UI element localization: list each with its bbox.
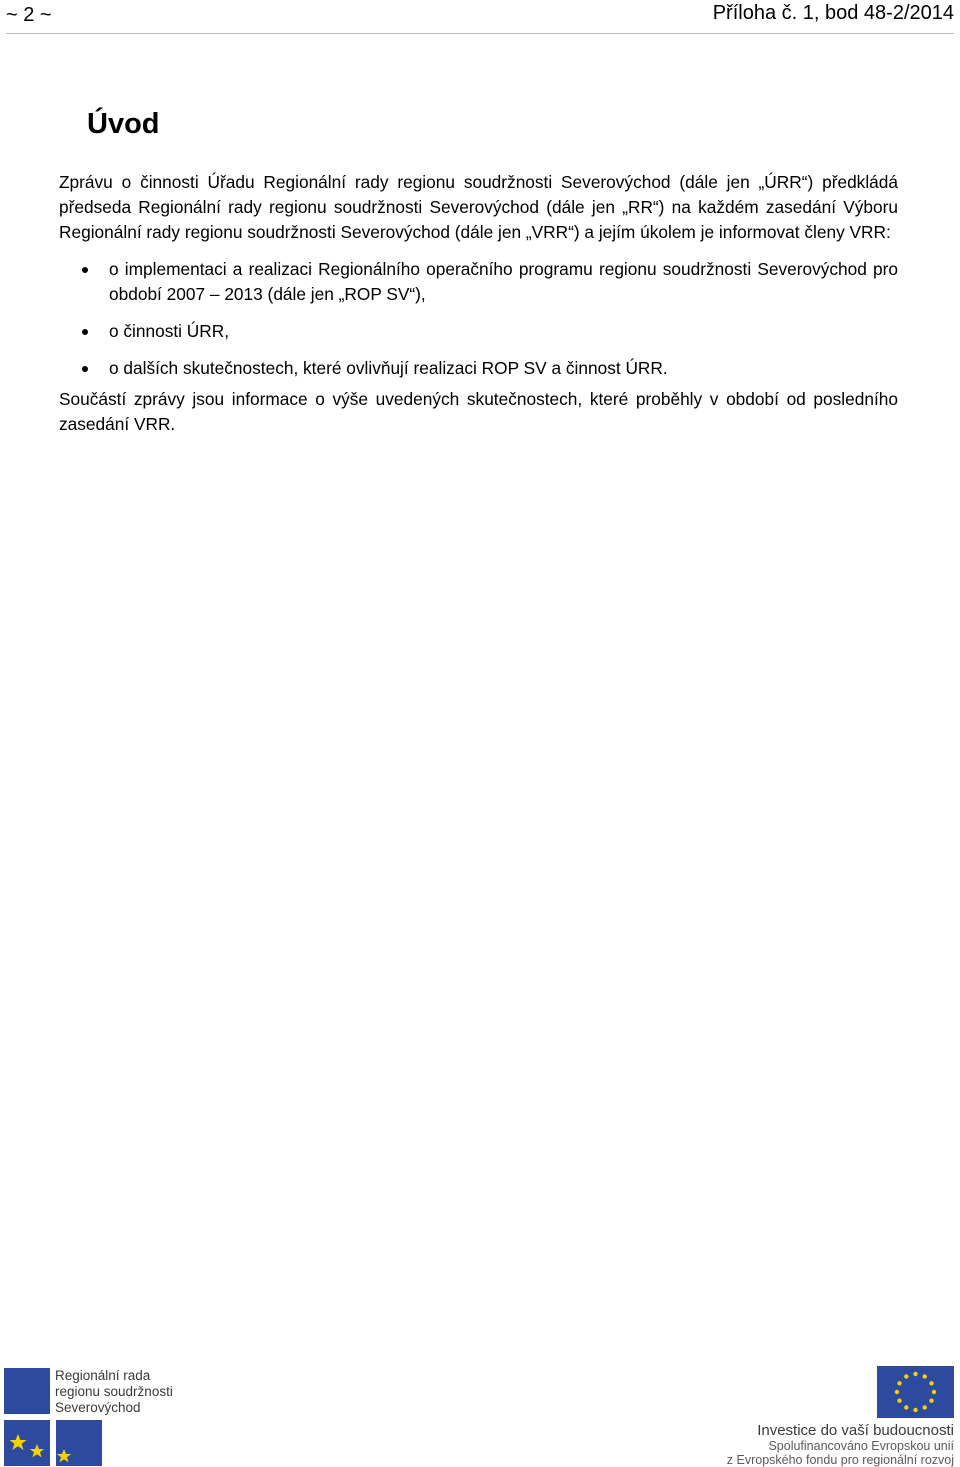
cofinanced-text: Spolufinancováno Evropskou unií [768, 1439, 954, 1453]
closing-paragraph: Součástí zprávy jsou informace o výše uvedených skutečnostech, které proběhly v období od posledního zasedání VRR. [59, 389, 898, 434]
section-heading: Úvod [87, 108, 160, 140]
list-item [59, 356, 898, 381]
header-divider [6, 33, 954, 34]
fund-text: z Evropského fondu pro regionální rozvoj [726, 1453, 954, 1467]
bullet-icon [82, 329, 88, 335]
eu-funding-note [727, 1422, 954, 1467]
bullet-list [59, 257, 898, 381]
list-item [59, 319, 898, 344]
annex-reference: Příloha č. 1, bod 48-2/2014 [712, 2, 954, 24]
list-item-text: o dalších skutečnostech, které ovlivňují realizaci ROP SV a činnost ÚRR. [109, 358, 668, 378]
list-item-text: o implementaci a realizaci Regionálního operačního programu regionu soudržnosti Severovýchod pro období 2007 – 2013 (dále jen „ROP SV“), [109, 259, 898, 304]
list-item [59, 257, 898, 307]
list-item-text: o činnosti ÚRR, [109, 321, 230, 341]
page-number: ~ 2 ~ [6, 4, 52, 26]
investment-slogan: Investice do vaší budoucnosti [757, 1422, 954, 1439]
regional-council-name: Regionální rada regionu soudržnosti Severovýchod [55, 1368, 173, 1415]
document-body [59, 104, 898, 437]
intro-paragraph: Zprávu o činnosti Úřadu Regionální rady regionu soudržnosti Severovýchod (dále jen „ÚRR“) předkládá předseda Regionální rady regionu soudržnosti Severovýchod (dále jen „RR“) na každém zasedání Výboru Regionální rady regionu soudržnosti Severovýchod (dále jen „VRR“) a jejím úkolem je informovat členy VRR: [59, 172, 898, 242]
bullet-icon [82, 366, 88, 372]
bullet-icon [82, 267, 88, 273]
page-footer [0, 1360, 960, 1467]
eu-flag-icon [877, 1366, 954, 1418]
page-header [0, 0, 960, 34]
